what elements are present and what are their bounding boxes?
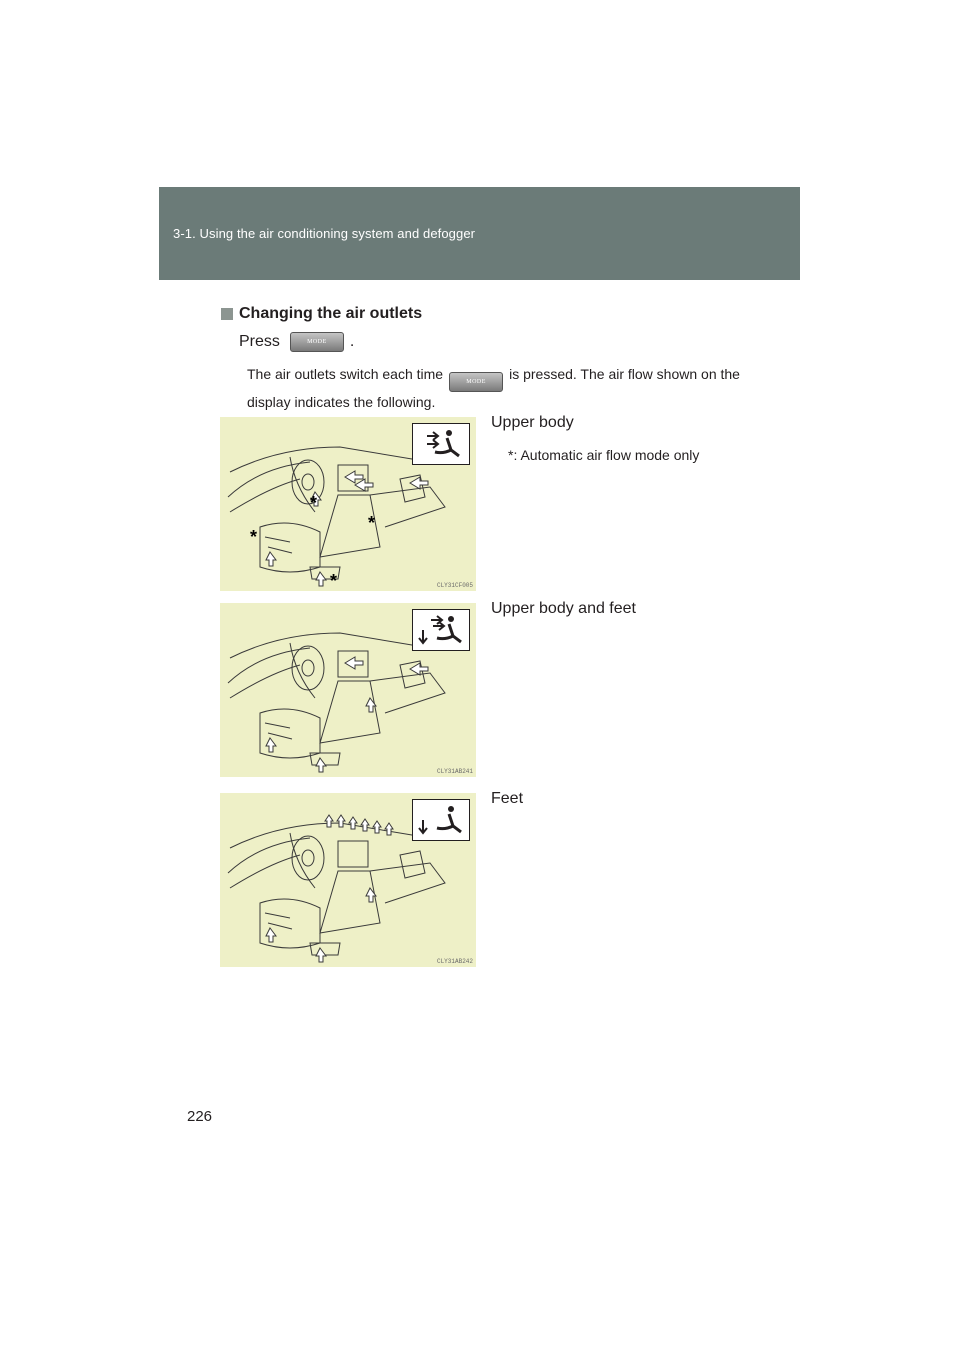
image-code: CLY31AB241 <box>436 768 473 775</box>
mode-button-icon: MODE <box>290 332 344 352</box>
image-code: CLY31CF005 <box>436 582 473 589</box>
bullet-square-icon <box>221 308 233 320</box>
asterisk-mark: * <box>310 493 318 513</box>
page-number: 226 <box>187 1108 213 1125</box>
upper-body-and-feet-airflow-icon <box>412 609 470 651</box>
press-text: Press <box>239 333 280 350</box>
upper-body-airflow-icon <box>412 423 470 465</box>
dashboard-illustration-upper-body <box>220 417 476 591</box>
asterisk-mark: * <box>368 513 376 533</box>
section-heading-text: Changing the air outlets <box>239 305 423 322</box>
section-header-title: 3-1. Using the air conditioning system and defogger <box>173 226 476 241</box>
press-instruction <box>239 332 354 352</box>
feet-airflow-icon <box>412 799 470 841</box>
asterisk-mark: * <box>250 527 258 547</box>
mode-label-upper-body: Upper body <box>491 414 574 431</box>
mode-button-icon: MODE <box>449 372 503 392</box>
section-heading <box>221 305 422 323</box>
asterisk-mark: * <box>330 571 338 591</box>
description-paragraph: The air outlets switch each time MODE is pressed. The air flow shown on the display indicates the following. <box>247 366 740 410</box>
press-suffix: . <box>349 333 355 350</box>
mode-label-upper-body-and-feet: Upper body and feet <box>491 600 636 617</box>
mode-label-feet: Feet <box>491 790 524 807</box>
dashboard-illustration-upper-body-and-feet <box>220 603 476 777</box>
dashboard-illustration-feet <box>220 793 476 967</box>
image-code: CLY31AB242 <box>436 958 473 965</box>
footnote: *: Automatic air flow mode only <box>508 447 700 463</box>
